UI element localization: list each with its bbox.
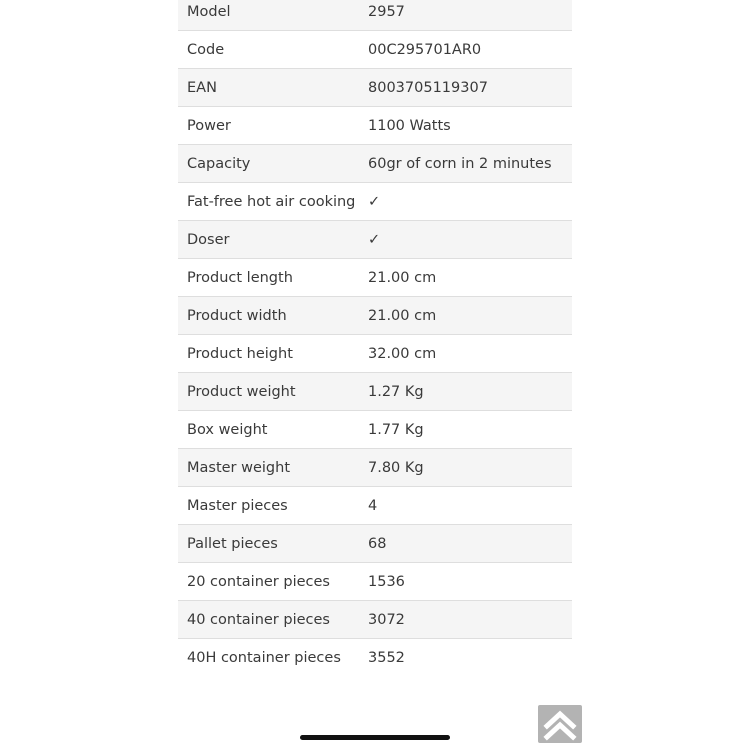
spec-value: 1.77 Kg	[368, 421, 424, 438]
spec-label: Product length	[187, 269, 293, 286]
table-row	[178, 487, 572, 525]
spec-value: ✓	[368, 231, 381, 248]
spec-value: 8003705119307	[368, 79, 488, 96]
table-row	[178, 259, 572, 297]
spec-value: 2957	[368, 3, 405, 20]
table-row	[178, 183, 572, 221]
double-chevron-up-icon	[542, 707, 578, 741]
table-row	[178, 31, 572, 69]
spec-label: EAN	[187, 79, 217, 96]
spec-label: Master pieces	[187, 497, 288, 514]
table-row	[178, 297, 572, 335]
table-row	[178, 221, 572, 259]
table-row	[178, 107, 572, 145]
spec-value: ✓	[368, 193, 381, 210]
spec-label: 40 container pieces	[187, 611, 330, 628]
scroll-to-top-button[interactable]	[538, 705, 582, 743]
spec-value: 1536	[368, 573, 405, 590]
table-row	[178, 411, 572, 449]
spec-label: Product width	[187, 307, 287, 324]
spec-label: Capacity	[187, 155, 251, 172]
spec-label: 40H container pieces	[187, 649, 341, 666]
spec-label: Power	[187, 117, 231, 134]
table-row	[178, 0, 572, 31]
table-row	[178, 145, 572, 183]
spec-value: 60gr of corn in 2 minutes	[368, 155, 552, 172]
spec-value: 32.00 cm	[368, 345, 437, 362]
spec-label: 20 container pieces	[187, 573, 330, 590]
spec-value: 1100 Watts	[368, 117, 451, 134]
table-row	[178, 563, 572, 601]
table-row	[178, 69, 572, 107]
spec-value: 00C295701AR0	[368, 41, 482, 58]
spec-value: 1.27 Kg	[368, 383, 424, 400]
spec-value: 21.00 cm	[368, 307, 437, 324]
spec-value: 3552	[368, 649, 405, 666]
table-row	[178, 639, 572, 676]
spec-label: Code	[187, 41, 225, 58]
spec-label: Fat-free hot air cooking	[187, 193, 356, 210]
spec-value: 21.00 cm	[368, 269, 437, 286]
spec-value: 68	[368, 535, 387, 552]
spec-value: 3072	[368, 611, 405, 628]
table-row	[178, 335, 572, 373]
table-row	[178, 373, 572, 411]
spec-label: Box weight	[187, 421, 268, 438]
spec-label: Product height	[187, 345, 293, 362]
spec-label: Master weight	[187, 459, 291, 476]
spec-label: Model	[187, 3, 231, 20]
spec-label: Pallet pieces	[187, 535, 278, 552]
spec-value: 7.80 Kg	[368, 459, 424, 476]
table-row	[178, 449, 572, 487]
spec-label: Product weight	[187, 383, 296, 400]
table-row	[178, 525, 572, 563]
specifications-table	[178, 0, 572, 676]
spec-label: Doser	[187, 231, 230, 248]
spec-value: 4	[368, 497, 378, 514]
table-row	[178, 601, 572, 639]
home-indicator[interactable]	[300, 735, 450, 740]
